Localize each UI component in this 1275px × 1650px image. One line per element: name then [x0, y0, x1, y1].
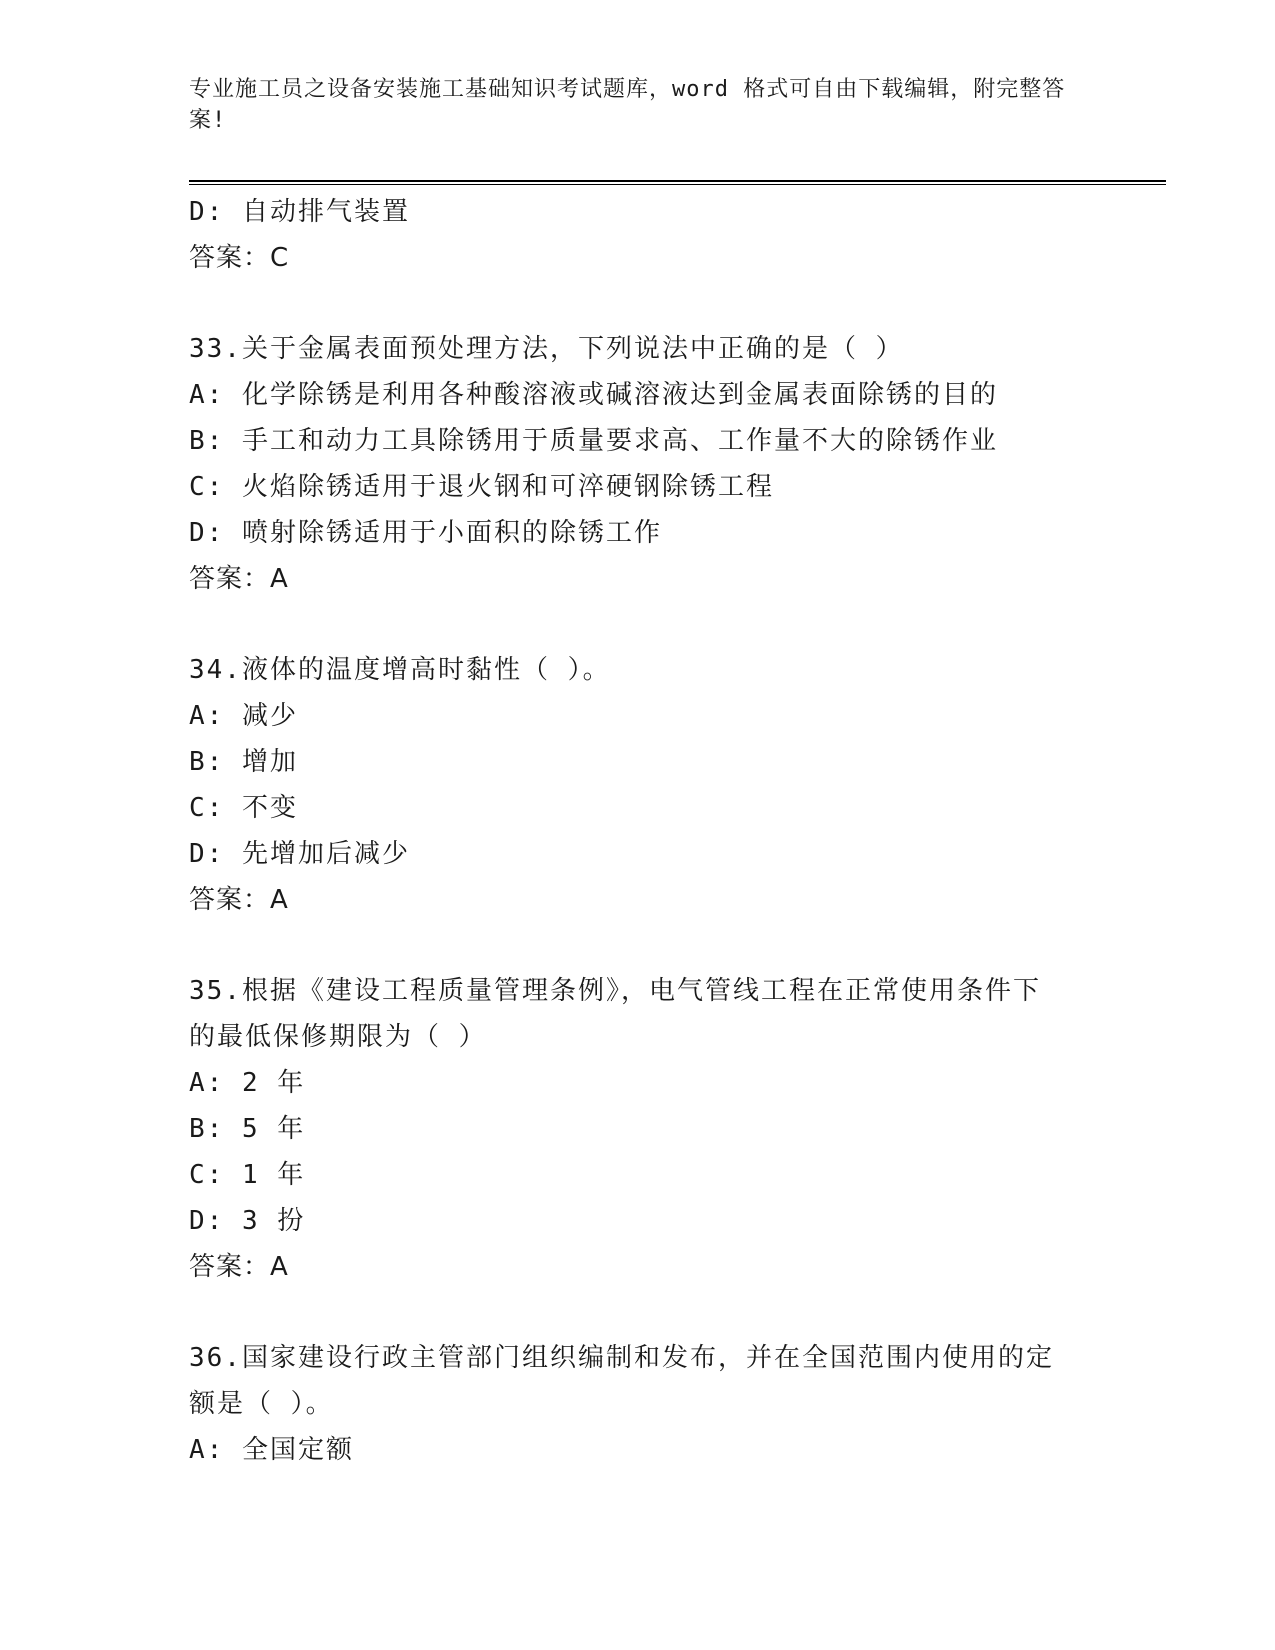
question-block: [189, 647, 1089, 923]
question-stem: 35.根据《建设工程质量管理条例》，电气管线工程在正常使用条件下: [189, 976, 1041, 1006]
option-d: D: 自动排气装置: [189, 197, 410, 227]
question-block: [189, 968, 1089, 1290]
option-b: B: 5 年: [189, 1114, 306, 1144]
question-stem: 36.国家建设行政主管部门组织编制和发布，并在全国范围内使用的定: [189, 1343, 1054, 1373]
option-a: A: 全国定额: [189, 1435, 354, 1465]
question-stem: 34.液体的温度增高时黏性（ ）。: [189, 655, 611, 685]
option-c: C: 不变: [189, 793, 298, 823]
answer: 答案：C: [189, 243, 290, 273]
answer: 答案：A: [189, 885, 289, 915]
header-divider-thin: [189, 184, 1166, 185]
option-a: A: 减少: [189, 701, 298, 731]
option-d: D: 先增加后减少: [189, 839, 410, 869]
option-d: D: 3 扮: [189, 1206, 306, 1236]
answer: 答案：A: [189, 564, 289, 594]
option-c: C: 火焰除锈适用于退火钢和可淬硬钢除锈工程: [189, 472, 774, 502]
document-header: 专业施工员之设备安装施工基础知识考试题库，word 格式可自由下载编辑，附完整答案!: [189, 77, 1066, 133]
question-stem: 33.关于金属表面预处理方法，下列说法中正确的是（ ）: [189, 334, 904, 364]
question-block: [189, 1335, 1089, 1473]
option-c: C: 1 年: [189, 1160, 306, 1190]
option-b: B: 手工和动力工具除锈用于质量要求高、工作量不大的除锈作业: [189, 426, 998, 456]
option-d: D: 喷射除锈适用于小面积的除锈工作: [189, 518, 662, 548]
option-a: A: 化学除锈是利用各种酸溶液或碱溶液达到金属表面除锈的目的: [189, 380, 998, 410]
header-divider-thick: [189, 180, 1166, 182]
question-block: [189, 326, 1089, 602]
question-stem-cont: 的最低保修期限为（ ）: [189, 1022, 487, 1052]
question-list: [189, 189, 1089, 1473]
question-stem-cont: 额是（ ）。: [189, 1389, 334, 1419]
answer: 答案：A: [189, 1252, 289, 1282]
option-b: B: 增加: [189, 747, 298, 777]
option-a: A: 2 年: [189, 1068, 306, 1098]
